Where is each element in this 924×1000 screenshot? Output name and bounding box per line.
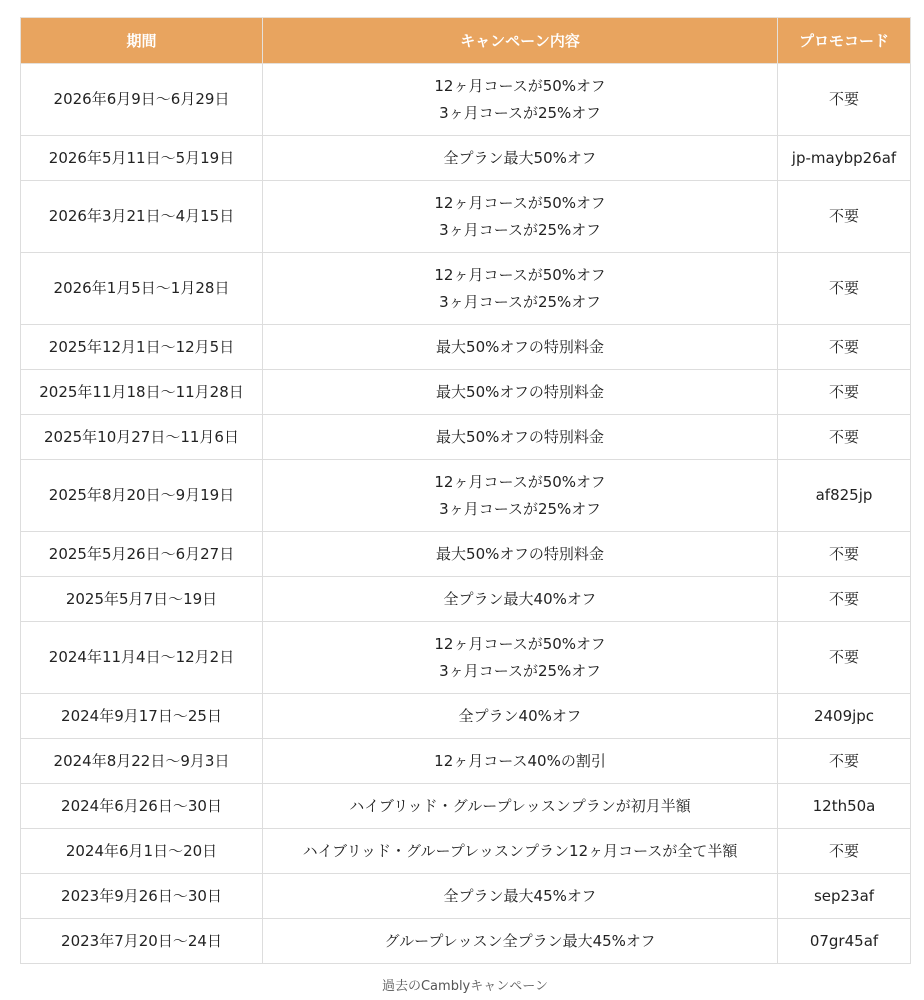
cell-period: 2026年5月11日〜5月19日 bbox=[21, 136, 263, 181]
cell-period: 2025年8月20日〜9月19日 bbox=[21, 460, 263, 532]
cell-campaign-content bbox=[263, 460, 778, 532]
cell-campaign-content bbox=[263, 577, 778, 622]
cell-campaign-content bbox=[263, 739, 778, 784]
cell-period: 2025年11月18日〜11月28日 bbox=[21, 370, 263, 415]
cell-period: 2025年12月1日〜12月5日 bbox=[21, 325, 263, 370]
table-row bbox=[21, 370, 911, 415]
campaign-content-line: 12ヶ月コース40%の割引 bbox=[434, 751, 606, 770]
table-row bbox=[21, 181, 911, 253]
table-row bbox=[21, 325, 911, 370]
campaign-content-line: 最大50%オフの特別料金 bbox=[436, 382, 604, 401]
header-row bbox=[21, 18, 911, 64]
table-caption: 過去のCamblyキャンペーン bbox=[381, 979, 548, 994]
cell-period: 2026年1月5日〜1月28日 bbox=[21, 253, 263, 325]
table-row bbox=[21, 739, 911, 784]
table-row bbox=[21, 136, 911, 181]
cell-campaign-content bbox=[263, 532, 778, 577]
campaign-content-line: 3ヶ月コースが25%オフ bbox=[439, 292, 601, 311]
cell-promo-code: 12th50a bbox=[778, 784, 911, 829]
cell-promo-code: 不要 bbox=[778, 532, 911, 577]
cell-campaign-content bbox=[263, 829, 778, 874]
table-row bbox=[21, 532, 911, 577]
cell-period: 2024年9月17日〜25日 bbox=[21, 694, 263, 739]
cell-promo-code: 2409jpc bbox=[778, 694, 911, 739]
campaign-content-line: ハイブリッド・グループレッスンプラン12ヶ月コースが全て半額 bbox=[302, 841, 738, 860]
cell-promo-code: 不要 bbox=[778, 739, 911, 784]
campaign-content-line: 3ヶ月コースが25%オフ bbox=[439, 220, 601, 239]
cell-promo-code: jp-maybp26af bbox=[778, 136, 911, 181]
campaign-content-line: 12ヶ月コースが50%オフ bbox=[434, 76, 606, 95]
cell-promo-code: 不要 bbox=[778, 577, 911, 622]
table-row bbox=[21, 829, 911, 874]
cell-campaign-content bbox=[263, 325, 778, 370]
cell-promo-code: 不要 bbox=[778, 622, 911, 694]
campaign-content-line: 全プラン最大40%オフ bbox=[443, 589, 597, 608]
cell-promo-code: af825jp bbox=[778, 460, 911, 532]
campaign-content-line: 全プラン最大45%オフ bbox=[443, 886, 597, 905]
cell-campaign-content bbox=[263, 874, 778, 919]
campaign-content-line: 3ヶ月コースが25%オフ bbox=[439, 103, 601, 122]
table-row bbox=[21, 415, 911, 460]
table-row bbox=[21, 784, 911, 829]
campaign-content-line: グループレッスン全プラン最大45%オフ bbox=[384, 931, 656, 950]
header-campaign-content: キャンペーン内容 bbox=[263, 18, 778, 64]
campaign-content-line: 最大50%オフの特別料金 bbox=[436, 544, 604, 563]
cell-period: 2024年11月4日〜12月2日 bbox=[21, 622, 263, 694]
header-promo-code: プロモコード bbox=[778, 18, 911, 64]
cell-campaign-content bbox=[263, 64, 778, 136]
cell-promo-code: 不要 bbox=[778, 370, 911, 415]
cell-promo-code: 不要 bbox=[778, 415, 911, 460]
cell-promo-code: sep23af bbox=[778, 874, 911, 919]
cell-campaign-content bbox=[263, 784, 778, 829]
campaign-content-line: 12ヶ月コースが50%オフ bbox=[434, 634, 606, 653]
campaign-content-line: ハイブリッド・グループレッスンプランが初月半額 bbox=[349, 796, 691, 815]
cell-period: 2024年6月1日〜20日 bbox=[21, 829, 263, 874]
table-row bbox=[21, 694, 911, 739]
cell-campaign-content bbox=[263, 622, 778, 694]
table-row bbox=[21, 874, 911, 919]
cell-period: 2024年8月22日〜9月3日 bbox=[21, 739, 263, 784]
cell-campaign-content bbox=[263, 136, 778, 181]
campaign-content-line: 最大50%オフの特別料金 bbox=[436, 337, 604, 356]
cell-promo-code: 不要 bbox=[778, 253, 911, 325]
table-header bbox=[21, 18, 911, 64]
table-row bbox=[21, 64, 911, 136]
campaign-table bbox=[20, 17, 911, 964]
cell-period: 2023年7月20日〜24日 bbox=[21, 919, 263, 964]
campaign-content-line: 12ヶ月コースが50%オフ bbox=[434, 193, 606, 212]
cell-promo-code: 不要 bbox=[778, 829, 911, 874]
cell-period: 2025年5月7日〜19日 bbox=[21, 577, 263, 622]
campaign-content-line: 12ヶ月コースが50%オフ bbox=[434, 265, 606, 284]
campaign-content-line: 3ヶ月コースが25%オフ bbox=[439, 499, 601, 518]
cell-period: 2025年5月26日〜6月27日 bbox=[21, 532, 263, 577]
campaign-content-line: 12ヶ月コースが50%オフ bbox=[434, 472, 606, 491]
table-row bbox=[21, 622, 911, 694]
table-row bbox=[21, 460, 911, 532]
cell-promo-code: 不要 bbox=[778, 181, 911, 253]
table-row bbox=[21, 253, 911, 325]
cell-campaign-content bbox=[263, 181, 778, 253]
cell-campaign-content bbox=[263, 919, 778, 964]
table-row bbox=[21, 919, 911, 964]
cell-promo-code: 07gr45af bbox=[778, 919, 911, 964]
cell-promo-code: 不要 bbox=[778, 325, 911, 370]
cell-period: 2024年6月26日〜30日 bbox=[21, 784, 263, 829]
cell-period: 2023年9月26日〜30日 bbox=[21, 874, 263, 919]
cell-campaign-content bbox=[263, 694, 778, 739]
cell-promo-code: 不要 bbox=[778, 64, 911, 136]
campaign-content-line: 全プラン最大50%オフ bbox=[443, 148, 597, 167]
cell-campaign-content bbox=[263, 415, 778, 460]
cell-period: 2026年3月21日〜4月15日 bbox=[21, 181, 263, 253]
table-body bbox=[21, 64, 911, 964]
campaign-content-line: 全プラン40%オフ bbox=[458, 706, 582, 725]
cell-period: 2025年10月27日〜11月6日 bbox=[21, 415, 263, 460]
campaign-content-line: 3ヶ月コースが25%オフ bbox=[439, 661, 601, 680]
table-row bbox=[21, 577, 911, 622]
cell-campaign-content bbox=[263, 253, 778, 325]
header-period: 期間 bbox=[21, 18, 263, 64]
campaign-content-line: 最大50%オフの特別料金 bbox=[436, 427, 604, 446]
cell-campaign-content bbox=[263, 370, 778, 415]
cell-period: 2026年6月9日〜6月29日 bbox=[21, 64, 263, 136]
campaign-table-wrapper bbox=[20, 17, 910, 964]
